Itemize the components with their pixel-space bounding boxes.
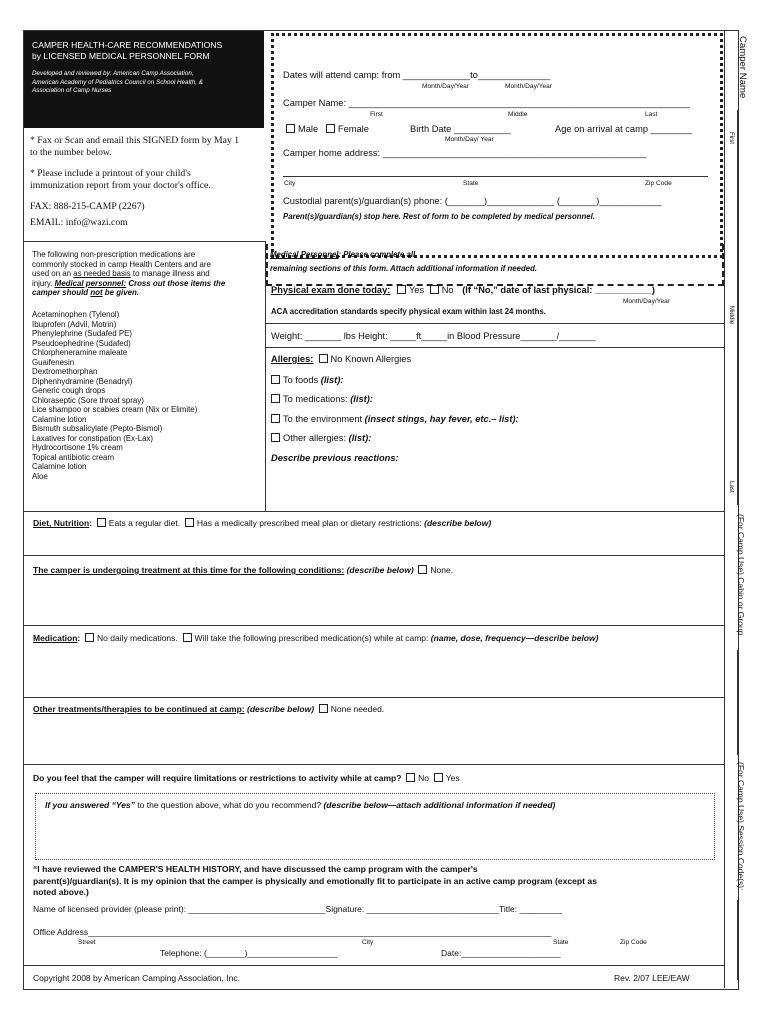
fax-note-line2: to the number below. [30,146,112,158]
office-hint-zip: Zip Code [620,939,647,946]
guardian-phone-field[interactable]: Custodial parent(s)/guardian(s) phone: (_______)_____________ (_______)____________ [283,196,662,206]
revision: Rev. 2/07 LEE/EAW [614,973,690,983]
list-item[interactable]: Calamine lotion [32,414,87,424]
female-label: Female [337,124,369,134]
male-checkbox[interactable] [286,124,295,133]
physical-exam-label: Physical exam done today: [271,285,391,295]
list-item[interactable]: Aloe [32,471,48,481]
list-item[interactable]: Dextromethorphan [32,367,98,376]
environment-allergies-row: To the environment (insect stings, hay fever, etc.– list): [271,414,519,424]
divider [24,965,724,966]
divider [24,697,724,698]
no-allergies-checkbox[interactable] [319,354,328,363]
address-hint-state: State [463,180,479,187]
other-allergy-checkbox[interactable] [271,433,280,442]
medical-personnel-note-line2: remaining sections of this form. Attach additional information if needed. [270,264,537,273]
otc-medication-list [32,310,264,481]
food-allergies-row: To foods (list): [271,375,343,385]
name-hint-last: Last [645,111,658,118]
list-item[interactable]: Phenylephrine (Sudafed PE) [32,329,133,338]
limitations-no-checkbox[interactable] [406,773,415,782]
divider [24,625,724,626]
no-treatment-checkbox[interactable] [418,565,427,574]
office-hint-city: City [362,939,374,946]
office-address-field[interactable]: Office Address__________________________________________________________________________________________________ [33,927,552,937]
exam-no-checkbox[interactable] [430,285,439,294]
male-label: Male [298,124,319,134]
sidebar-session-line[interactable] [737,900,738,980]
date-field[interactable]: Date:_____________________ [441,948,561,958]
previous-reactions-label: Describe previous reactions: [271,453,399,463]
telephone-field[interactable]: Telephone: (________)___________________ [160,948,338,958]
medication-allergies-row: To medications: (list): [271,394,373,404]
divider [24,555,724,556]
form-title-box [24,31,264,128]
list-item[interactable]: Hydrocortisone 1% cream [32,443,123,452]
sex-options [286,124,369,134]
sidebar-name-line [737,110,738,505]
divider [24,511,724,512]
list-item[interactable]: Calamine lotion [32,462,87,471]
address-hint-zip: Zip Code [645,180,672,187]
form-title-line1: CAMPER HEALTH-CARE RECOMMENDATIONS [32,40,223,50]
submission-instructions [30,135,265,228]
list-item[interactable]: Guaifenesin [32,357,75,367]
sidebar-camper-name: Camper Name [737,36,748,99]
sidebar-middle: Middle [728,306,735,325]
birth-date-field[interactable]: Birth Date ___________ [410,124,511,134]
divider [24,764,724,765]
parent-stop-note: Parent(s)/guardian(s) stop here. Rest of form to be completed by medical personnel. [283,212,595,221]
birth-date-hint: Month/Day/ Year [445,136,494,143]
provider-attestation: “I have reviewed the CAMPER'S HEALTH HISTORY, and have discussed the camp program with the camper's parent(s)/guardian(s). It is my opinion that the camper is physically and emotionally fit to participate in an active camp program (except as noted above.) [33,864,597,897]
therapies-row: Other treatments/therapies to be continued at camp: (describe below) None needed. [33,704,385,714]
immunization-note-line1: * Please include a printout of your child's [30,168,191,179]
camper-name-field[interactable]: Camper Name: __________________________________________________________________ [283,98,690,108]
camper-info-box [271,33,723,258]
no-medication-checkbox[interactable] [85,633,94,642]
takes-medication-checkbox[interactable] [183,633,192,642]
list-item[interactable]: Generic cough drops [32,386,106,395]
list-item[interactable]: Chloraseptic (Sore throat spray) [32,395,144,405]
address-line [283,176,708,177]
date-hint-to: Month/Day/Year [505,83,553,90]
age-field[interactable]: Age on arrival at camp ________ [555,124,692,134]
email-address: EMAIL: info@wazi.com [30,216,128,228]
list-item[interactable]: Topical antibiotic cream [32,452,115,462]
otc-intro: The following non-prescription medications are commonly stocked in camp Health Centers and are used on an as needed basis to manage illness and injury. Medical personnel: Cross out those items the camper should not be given. [32,250,226,298]
fax-number: FAX: 888-215-CAMP (2267) [30,201,145,212]
form-subtitle-line3: Association of Camp Nurses [32,87,112,95]
sidebar-last: Last [728,481,735,493]
divider [24,241,266,242]
environment-allergy-checkbox[interactable] [271,414,280,423]
diet-row: Diet, Nutrition: Eats a regular diet. Has a medically prescribed meal plan or dietary restrictions: (describe below) [33,518,492,528]
divider [266,323,724,324]
divider [266,347,724,348]
food-allergy-checkbox[interactable] [271,375,280,384]
medication-row: Medication: No daily medications. Will take the following prescribed medication(s) while at camp: (name, dose, frequency—describe below) [33,633,599,643]
last-physical-field[interactable]: (If “No,” date of last physical: ___________) [462,285,655,295]
special-diet-checkbox[interactable] [185,518,194,527]
list-item[interactable]: Bismuth subsalicylate (Pepto-Bismol) [32,424,163,433]
immunization-note-line2: immunization report from your doctor's office. [30,179,211,191]
female-checkbox[interactable] [326,124,335,133]
medication-allergy-checkbox[interactable] [271,394,280,403]
name-hint-middle: Middle [508,111,528,118]
regular-diet-checkbox[interactable] [97,518,106,527]
dates-field[interactable]: Dates will attend camp: from _____________to______________ [283,70,551,80]
allergies-row: Allergies: No Known Allergies [271,354,412,364]
fax-note-line1: * Fax or Scan and email this SIGNED form by May 1 [30,135,240,146]
date-hint-from: Month/Day/Year [422,83,470,90]
form-subtitle-line1: Developed and reviewed by: American Camp Association, [32,70,194,77]
recommendations-prompt: If you answered “Yes” to the question above, what do you recommend? (describe below—attach additional information if needed) [45,800,556,810]
sidebar-divider [724,31,725,988]
other-allergies-row: Other allergies: (list): [271,433,371,443]
sidebar-cabin: (For Camp Use) Cabin or Group [736,514,746,636]
home-address-field[interactable]: Camper home address: ___________________________________________________ [283,148,647,158]
name-hint-first: First [370,111,383,118]
form-subtitle-line2: American Academy of Pediatrics Council on School Health, & [32,78,203,86]
list-item[interactable]: Laxatives for constipation (Ex-Lax) [32,433,154,443]
provider-name-field[interactable]: Name of licensed provider (please print): _____________________________Signature: ____________________________Title: _________ [33,904,563,914]
address-hint-city: City [284,180,296,187]
treatment-row: The camper is undergoing treatment at this time for the following conditions: (describe below) None. [33,565,454,575]
office-hint-state: State [553,939,569,946]
sidebar-session: (For Camp Use) Session Code(s): [736,762,746,891]
list-item[interactable]: Diphenhydramine (Benadryl) [32,376,133,386]
list-item[interactable]: Lice shampoo or scabies cream (Nix or Elimite) [32,405,198,414]
no-therapies-checkbox[interactable] [319,704,328,713]
limitations-yes-checkbox[interactable] [434,773,443,782]
copyright: Copyright 2008 by American Camping Association, Inc. [33,973,240,983]
medical-personnel-note: Medical Personnel: Please complete all [270,250,416,259]
list-item[interactable]: Ibuprofen (Advil, Motrin) [32,319,117,329]
vitals-fields[interactable]: Weight: _______ lbs Height: _____ft_____in Blood Pressure_______/_______ [271,331,596,341]
form-title-line2: by LICENSED MEDICAL PERSONNEL FORM [32,51,210,61]
exam-yes-checkbox[interactable] [397,285,406,294]
aca-standard-note: ACA accreditation standards specify physical exam within last 24 months. [271,307,546,316]
office-hint-street: Street [78,939,96,946]
physical-exam-row: Physical exam done today: Yes No (If “No,” date of last physical: ___________) [271,285,655,295]
sidebar-first: First [728,132,735,145]
limitations-row: Do you feel that the camper will require limitations or restrictions to activity while at camp? No Yes [33,773,460,783]
list-item[interactable]: Acetaminophen (Tylenol) [32,310,120,319]
sidebar-cabin-line[interactable] [737,650,738,755]
list-item[interactable]: Pseudoephedrine (Sudafed) [32,338,131,348]
list-item[interactable]: Chlorpheneramine maleate [32,348,128,357]
last-physical-hint: Month/Day/Year [623,298,671,305]
